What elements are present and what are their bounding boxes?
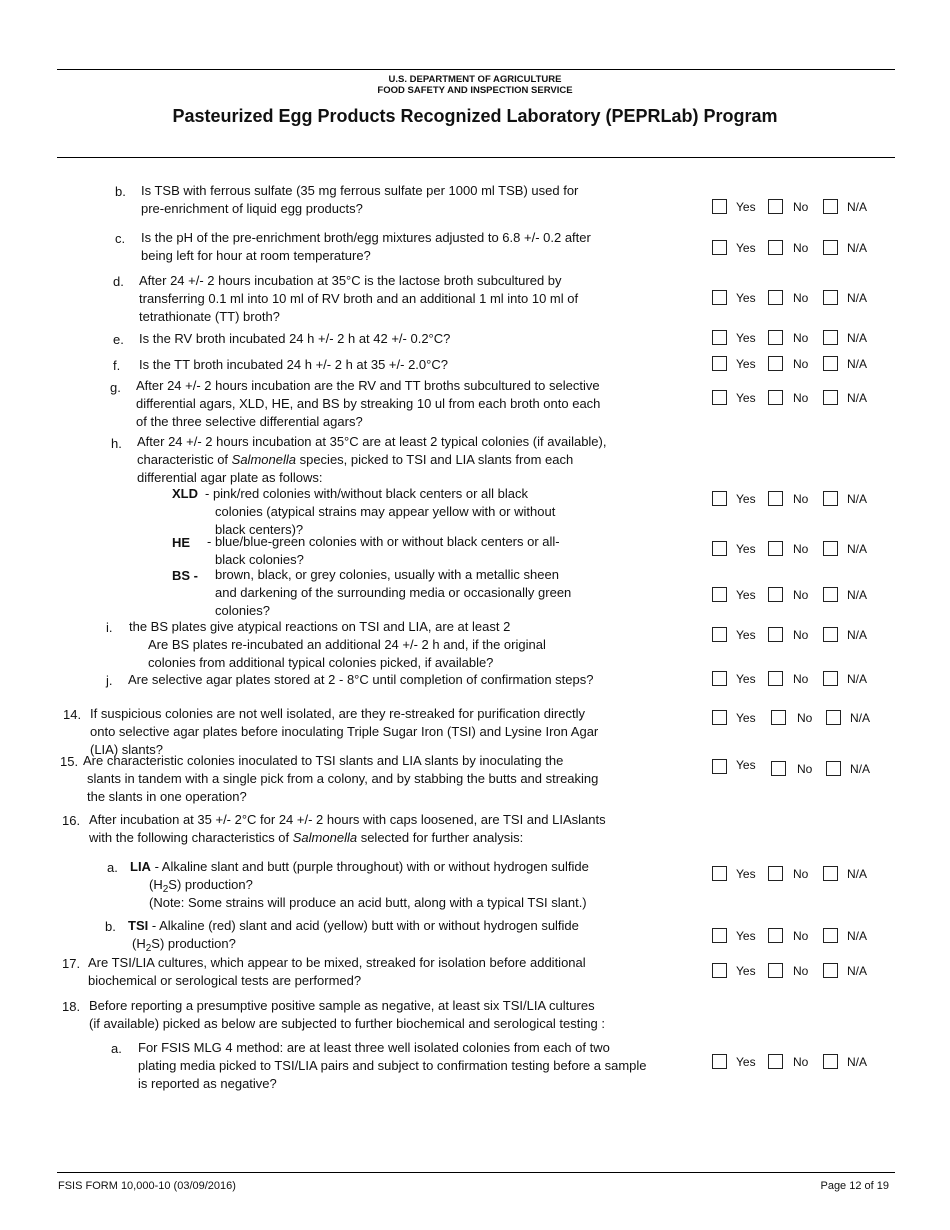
na-checkbox[interactable] <box>823 199 838 214</box>
no-checkbox[interactable] <box>771 710 786 725</box>
no-label: No <box>797 711 813 725</box>
question-g-marker: g. <box>110 380 121 395</box>
na-checkbox[interactable] <box>823 240 838 255</box>
question-c-text: Is the pH of the pre-enrichment broth/egg mixtures adjusted to 6.8 +/- 0.2 after being left for hour at room temperature? <box>141 230 591 263</box>
na-checkbox[interactable] <box>823 1054 838 1069</box>
na-label: N/A <box>847 492 868 506</box>
no-checkbox[interactable] <box>768 390 783 405</box>
yes-checkbox[interactable] <box>712 866 727 881</box>
na-label: N/A <box>847 1055 868 1069</box>
bs-text: brown, black, or grey colonies, usually with a metallic sheen and darkening of the surrounding media or occasionally green colonies? <box>215 567 572 618</box>
page-number: Page 12 of 19 <box>820 1180 889 1192</box>
no-label: No <box>793 672 809 686</box>
no-checkbox[interactable] <box>768 240 783 255</box>
question-g-text: After 24 +/- 2 hours incubation are the RV and TT broths subcultured to selective differential agars, XLD, HE, and BS by streaking 10 ul from each broth onto each of the three selective differential agars? <box>136 378 601 429</box>
na-label: N/A <box>847 588 868 602</box>
question-f-marker: f. <box>113 358 121 373</box>
na-checkbox[interactable] <box>826 710 841 725</box>
yes-checkbox[interactable] <box>712 199 727 214</box>
na-label: N/A <box>847 357 868 371</box>
no-checkbox[interactable] <box>768 1054 783 1069</box>
question-18-marker: 18. <box>62 999 81 1014</box>
he-text: - blue/blue-green colonies with or without black centers or all- black colonies? <box>207 534 560 567</box>
answer-row-he <box>712 541 892 559</box>
question-h-text: After 24 +/- 2 hours incubation at 35°C are at least 2 typical colonies (if available), characteristic of Salmonella species, picked to TSI and LIA slants from each differential agar plate as follows: <box>137 434 607 485</box>
yes-checkbox[interactable] <box>712 491 727 506</box>
yes-checkbox[interactable] <box>712 356 727 371</box>
yes-label: Yes <box>736 391 756 405</box>
no-label: No <box>793 200 809 214</box>
question-b-text: Is TSB with ferrous sulfate (35 mg ferrous sulfate per 1000 ml TSB) used for pre-enrichment of liquid egg products? <box>141 183 579 216</box>
no-checkbox[interactable] <box>768 199 783 214</box>
question-j-text: Are selective agar plates stored at 2 - 8°C until completion of confirmation steps? <box>128 672 594 687</box>
na-checkbox[interactable] <box>823 928 838 943</box>
na-checkbox[interactable] <box>823 290 838 305</box>
no-label: No <box>793 1055 809 1069</box>
yes-checkbox[interactable] <box>712 541 727 556</box>
agency-name-line1: U.S. DEPARTMENT OF AGRICULTURE <box>388 74 562 85</box>
no-label: No <box>793 241 809 255</box>
question-16-text: After incubation at 35 +/- 2°C for 24 +/- 2 hours with caps loosened, are TSI and LIAslants with the following characteristics of Salmonella selected for further analysis: <box>89 812 606 845</box>
yes-label: Yes <box>736 867 756 881</box>
no-checkbox[interactable] <box>768 587 783 602</box>
agency-name-line2: FOOD SAFETY AND INSPECTION SERVICE <box>377 85 573 96</box>
yes-label: Yes <box>736 672 756 686</box>
na-label: N/A <box>847 964 868 978</box>
answer-row-18a <box>712 1054 892 1072</box>
yes-label: Yes <box>736 291 756 305</box>
yes-checkbox[interactable] <box>712 290 727 305</box>
page-title: Pasteurized Egg Products Recognized Laboratory (PEPRLab) Program <box>172 106 778 126</box>
na-checkbox[interactable] <box>823 356 838 371</box>
no-label: No <box>793 964 809 978</box>
yes-label: Yes <box>736 964 756 978</box>
header-top-rule <box>57 69 895 70</box>
question-17-marker: 17. <box>62 956 81 971</box>
na-label: N/A <box>850 762 871 776</box>
yes-checkbox[interactable] <box>712 1054 727 1069</box>
question-15-text: Are characteristic colonies inoculated to TSI slants and LIA slants by inoculating the slants in tandem with a single pick from a colony, and by stabbing the butts and streaking the slants in one operation? <box>83 753 599 804</box>
no-label: No <box>793 331 809 345</box>
answer-row-d <box>712 290 892 308</box>
question-18a-text: For FSIS MLG 4 method: are at least three well isolated colonies from each of two plating media picked to TSI/LIA pairs and subject to confirmation testing before a sample is reported as negative? <box>138 1040 647 1091</box>
yes-label: Yes <box>736 758 756 772</box>
na-label: N/A <box>847 867 868 881</box>
yes-checkbox[interactable] <box>712 928 727 943</box>
na-label: N/A <box>847 672 868 686</box>
answer-row-b <box>712 199 892 217</box>
question-16b-marker: b. <box>105 919 116 934</box>
question-e-text: Is the RV broth incubated 24 h +/- 2 h at 42 +/- 0.2°C? <box>139 331 451 346</box>
na-checkbox[interactable] <box>823 330 838 345</box>
answer-row-e <box>712 330 892 348</box>
no-checkbox[interactable] <box>768 330 783 345</box>
answer-row-15 <box>712 759 892 777</box>
yes-label: Yes <box>736 241 756 255</box>
yes-checkbox[interactable] <box>712 759 727 774</box>
no-checkbox[interactable] <box>768 491 783 506</box>
question-18-text: Before reporting a presumptive positive sample as negative, at least six TSI/LIA cultures (if available) picked as below are subjected to further biochemical and serological testing : <box>89 998 605 1031</box>
question-i-text: the BS plates give atypical reactions on TSI and LIA, are at least 2 Are BS plates re-incubated an additional 24 +/- 2 h and, if the original colonies from additional typical colonies picked, if available? <box>129 619 546 670</box>
xld-text: - pink/red colonies with/without black centers or all black colonies (atypical strains may appear yellow with or without black centers)? <box>205 486 556 537</box>
yes-checkbox[interactable] <box>712 587 727 602</box>
na-checkbox[interactable] <box>823 390 838 405</box>
no-label: No <box>793 391 809 405</box>
no-label: No <box>793 867 809 881</box>
no-checkbox[interactable] <box>768 963 783 978</box>
footer-rule <box>57 1172 895 1173</box>
answer-row-16b <box>712 928 892 946</box>
no-checkbox[interactable] <box>771 761 786 776</box>
na-checkbox[interactable] <box>823 491 838 506</box>
form-id: FSIS FORM 10,000-10 (03/09/2016) <box>58 1180 236 1192</box>
no-checkbox[interactable] <box>768 866 783 881</box>
na-label: N/A <box>847 291 868 305</box>
answer-row-g <box>712 390 892 408</box>
question-14-text: If suspicious colonies are not well isolated, are they re-streaked for purification directly onto selective agar plates before inoculating Triple Sugar Iron (TSI) and Lysine Iron Agar (LIA) slants? <box>90 706 599 757</box>
yes-label: Yes <box>736 200 756 214</box>
answer-row-xld <box>712 491 892 509</box>
question-j-marker: j. <box>106 673 113 688</box>
yes-checkbox[interactable] <box>712 390 727 405</box>
no-checkbox[interactable] <box>768 928 783 943</box>
na-label: N/A <box>847 929 868 943</box>
yes-label: Yes <box>736 588 756 602</box>
yes-label: Yes <box>736 628 756 642</box>
yes-label: Yes <box>736 542 756 556</box>
yes-label: Yes <box>736 331 756 345</box>
no-label: No <box>793 628 809 642</box>
yes-checkbox[interactable] <box>712 963 727 978</box>
answer-row-j <box>712 671 892 689</box>
yes-checkbox[interactable] <box>712 710 727 725</box>
question-17-text: Are TSI/LIA cultures, which appear to be mixed, streaked for isolation before additional biochemical or serological tests are performed? <box>88 955 586 988</box>
question-d-text: After 24 +/- 2 hours incubation at 35°C is the lactose broth subcultured by transferring 0.1 ml into 10 ml of RV broth and an additional 1 ml into 10 ml of tetrathionate (TT) broth? <box>139 273 579 324</box>
question-18a-marker: a. <box>111 1041 122 1056</box>
question-h-marker: h. <box>111 436 122 451</box>
na-label: N/A <box>850 711 871 725</box>
question-f-text: Is the TT broth incubated 24 h +/- 2 h at 35 +/- 2.0°C? <box>139 357 448 372</box>
na-checkbox[interactable] <box>823 963 838 978</box>
no-label: No <box>793 291 809 305</box>
na-label: N/A <box>847 200 868 214</box>
question-16-marker: 16. <box>62 813 81 828</box>
na-checkbox[interactable] <box>823 627 838 642</box>
question-16b-text: TSI - Alkaline (red) slant and acid (yellow) butt with or without hydrogen sulfide $(H_2S)$ production? <box>128 918 579 954</box>
answer-row-c <box>712 240 892 258</box>
question-15-marker: 15. <box>60 754 79 769</box>
na-checkbox[interactable] <box>823 541 838 556</box>
answer-row-17 <box>712 963 892 981</box>
header-bottom-rule <box>57 157 895 158</box>
yes-label: Yes <box>736 929 756 943</box>
no-label: No <box>797 762 813 776</box>
question-14-marker: 14. <box>63 707 82 722</box>
answer-row-f <box>712 356 892 374</box>
yes-checkbox[interactable] <box>712 330 727 345</box>
no-checkbox[interactable] <box>768 627 783 642</box>
no-label: No <box>793 588 809 602</box>
no-checkbox[interactable] <box>768 541 783 556</box>
na-checkbox[interactable] <box>823 587 838 602</box>
no-checkbox[interactable] <box>768 671 783 686</box>
answer-row-bs <box>712 587 892 605</box>
yes-label: Yes <box>736 711 756 725</box>
no-label: No <box>793 542 809 556</box>
question-c-marker: c. <box>115 231 126 246</box>
bs-label: BS - <box>172 568 198 583</box>
yes-label: Yes <box>736 357 756 371</box>
na-label: N/A <box>847 391 868 405</box>
xld-label: XLD <box>172 486 198 501</box>
he-label: HE <box>172 535 191 550</box>
na-checkbox[interactable] <box>823 671 838 686</box>
question-e-marker: e. <box>113 332 124 347</box>
na-label: N/A <box>847 241 868 255</box>
no-label: No <box>793 357 809 371</box>
question-16a-marker: a. <box>107 860 118 875</box>
na-label: N/A <box>847 542 868 556</box>
question-d-marker: d. <box>113 274 124 289</box>
no-label: No <box>793 929 809 943</box>
yes-label: Yes <box>736 492 756 506</box>
question-i-marker: i. <box>106 620 113 635</box>
yes-checkbox[interactable] <box>712 671 727 686</box>
yes-checkbox[interactable] <box>712 240 727 255</box>
no-label: No <box>793 492 809 506</box>
na-label: N/A <box>847 628 868 642</box>
na-label: N/A <box>847 331 868 345</box>
answer-row-14 <box>712 710 892 728</box>
question-16a-text: LIA - Alkaline slant and butt (purple throughout) with or without hydrogen sulfide $(H_2S)$ production? (Note: Some strains will produce an acid butt, along with a typical TSI slant.) <box>130 859 589 910</box>
answer-row-16a <box>712 866 892 884</box>
yes-checkbox[interactable] <box>712 627 727 642</box>
no-checkbox[interactable] <box>768 290 783 305</box>
na-checkbox[interactable] <box>823 866 838 881</box>
question-b-marker: b. <box>115 184 126 199</box>
na-checkbox[interactable] <box>826 761 841 776</box>
yes-label: Yes <box>736 1055 756 1069</box>
no-checkbox[interactable] <box>768 356 783 371</box>
answer-row-i <box>712 627 892 645</box>
